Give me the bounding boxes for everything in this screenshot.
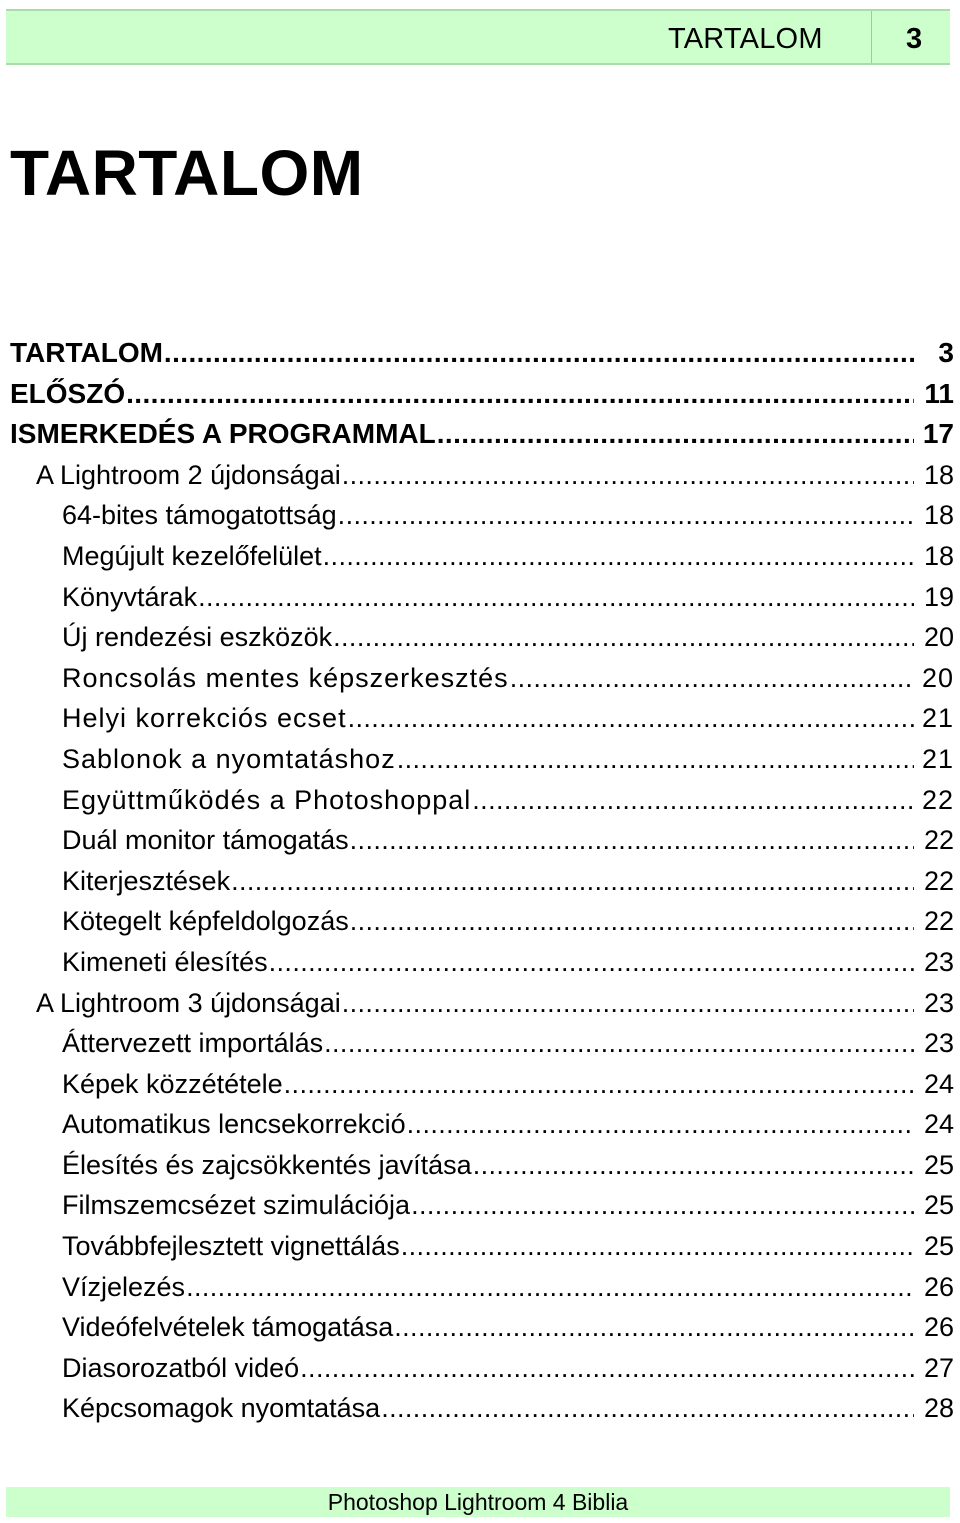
toc-entry-label: Diasorozatból videó	[62, 1352, 300, 1383]
toc-entry[interactable]	[0, 901, 960, 942]
toc-dot-leader	[300, 1348, 914, 1388]
toc-entry-page-number: 23	[923, 946, 954, 977]
toc-entry[interactable]	[0, 942, 960, 983]
toc-entry-page-number: 28	[923, 1393, 954, 1424]
toc-entry-label: Könyvtárak	[62, 581, 198, 612]
toc-entry-label: TARTALOM	[10, 337, 163, 368]
toc-dot-leader	[323, 536, 914, 576]
toc-entry[interactable]	[0, 1064, 960, 1105]
page-title: TARTALOM	[10, 137, 364, 209]
toc-entry[interactable]	[0, 1185, 960, 1226]
toc-dot-leader	[510, 658, 914, 698]
toc-entry-page-number: 25	[923, 1190, 954, 1221]
toc-entry-label: Új rendezési eszközök	[62, 622, 333, 653]
toc-entry[interactable]	[0, 536, 960, 577]
toc-dot-leader	[473, 1145, 914, 1185]
toc-entry[interactable]	[0, 698, 960, 739]
toc-entry[interactable]	[0, 495, 960, 536]
toc-dot-leader	[164, 333, 914, 373]
toc-dot-leader	[348, 698, 914, 738]
running-footer	[6, 1487, 950, 1517]
toc-entry[interactable]	[0, 861, 960, 902]
toc-dot-leader	[350, 820, 914, 860]
toc-entry-page-number: 24	[923, 1068, 954, 1099]
toc-entry[interactable]	[0, 414, 960, 455]
toc-dot-leader	[338, 495, 914, 535]
toc-entry-label: Együttműködés a Photoshoppal	[62, 784, 472, 815]
toc-entry[interactable]	[0, 374, 960, 415]
table-of-contents	[0, 333, 960, 1429]
toc-entry-page-number: 21	[921, 703, 954, 734]
toc-dot-leader	[472, 780, 914, 820]
toc-entry-page-number: 24	[923, 1109, 954, 1140]
toc-dot-leader	[126, 374, 914, 414]
toc-entry-page-number: 25	[923, 1231, 954, 1262]
running-header-divider	[871, 11, 872, 63]
toc-entry-label: Videófelvételek támogatása	[62, 1312, 394, 1343]
toc-entry[interactable]	[0, 1348, 960, 1389]
toc-entry[interactable]	[0, 983, 960, 1024]
toc-entry-page-number: 22	[923, 906, 954, 937]
toc-entry-label: Áttervezett importálás	[62, 1028, 324, 1059]
toc-dot-leader	[284, 1064, 914, 1104]
toc-entry-page-number: 18	[923, 500, 954, 531]
toc-entry[interactable]	[0, 1307, 960, 1348]
toc-entry-label: Automatikus lencsekorrekció	[62, 1109, 406, 1140]
toc-entry-page-number: 3	[938, 337, 954, 368]
toc-entry-page-number: 23	[923, 987, 954, 1018]
running-footer-text: Photoshop Lightroom 4 Biblia	[327, 1489, 629, 1515]
running-header	[6, 9, 950, 65]
toc-entry-page-number: 20	[923, 622, 954, 653]
toc-entry-label: Kötegelt képfeldolgozás	[62, 906, 349, 937]
toc-entry[interactable]	[0, 658, 960, 699]
toc-dot-leader	[401, 1226, 914, 1266]
toc-entry-page-number: 22	[923, 865, 954, 896]
toc-entry-label: Vízjelezés	[62, 1271, 186, 1302]
toc-entry[interactable]	[0, 1388, 960, 1429]
toc-entry-label: Továbbfejlesztett vignettálás	[62, 1231, 400, 1262]
toc-dot-leader	[231, 861, 914, 901]
toc-entry[interactable]	[0, 820, 960, 861]
toc-entry-label: 64-bites támogatottság	[62, 500, 337, 531]
toc-dot-leader	[394, 1307, 914, 1347]
toc-entry-page-number: 22	[921, 784, 954, 815]
toc-entry[interactable]	[0, 617, 960, 658]
toc-entry-page-number: 11	[924, 377, 954, 409]
toc-entry-page-number: 27	[923, 1352, 954, 1383]
toc-dot-leader	[342, 983, 914, 1023]
toc-entry-page-number: 17	[922, 418, 954, 450]
toc-entry-label: Sablonok a nyomtatáshoz	[62, 743, 396, 774]
toc-entry-label: Képek közzététele	[62, 1068, 283, 1099]
toc-entry-label: Megújult kezelőfelület	[62, 540, 322, 571]
toc-entry-page-number: 22	[923, 825, 954, 856]
toc-dot-leader	[411, 1185, 914, 1225]
toc-dot-leader	[350, 901, 914, 941]
toc-entry-page-number: 20	[921, 662, 954, 693]
toc-entry-label: Kimeneti élesítés	[62, 946, 268, 977]
toc-entry-label: A Lightroom 2 újdonságai	[36, 459, 341, 490]
running-header-title: TARTALOM	[668, 23, 823, 55]
toc-entry-label: Helyi korrekciós ecset	[62, 703, 347, 734]
toc-entry[interactable]	[0, 1145, 960, 1186]
toc-dot-leader	[381, 1388, 914, 1428]
toc-entry[interactable]	[0, 1023, 960, 1064]
toc-dot-leader	[437, 414, 914, 454]
toc-entry-label: Képcsomagok nyomtatása	[62, 1393, 381, 1424]
toc-entry[interactable]	[0, 1104, 960, 1145]
toc-entry-label: ELŐSZÓ	[10, 377, 126, 409]
toc-dot-leader	[186, 1267, 914, 1307]
toc-entry-label: Filmszemcsézet szimulációja	[62, 1190, 411, 1221]
toc-entry[interactable]	[0, 333, 960, 374]
toc-dot-leader	[397, 739, 914, 779]
toc-entry-page-number: 26	[923, 1271, 954, 1302]
toc-entry[interactable]	[0, 1267, 960, 1308]
toc-entry-page-number: 25	[923, 1149, 954, 1180]
toc-entry-page-number: 23	[923, 1028, 954, 1059]
toc-entry-page-number: 26	[923, 1312, 954, 1343]
toc-dot-leader	[269, 942, 914, 982]
toc-dot-leader	[198, 577, 914, 617]
toc-entry-label: ISMERKEDÉS A PROGRAMMAL	[10, 418, 436, 450]
toc-entry-label: Kiterjesztések	[62, 865, 231, 896]
toc-entry-label: Duál monitor támogatás	[62, 825, 349, 856]
toc-entry[interactable]	[0, 739, 960, 780]
toc-entry[interactable]	[0, 455, 960, 496]
toc-entry-label: A Lightroom 3 újdonságai	[36, 987, 341, 1018]
toc-dot-leader	[333, 617, 914, 657]
toc-dot-leader	[324, 1023, 914, 1063]
toc-entry[interactable]	[0, 1226, 960, 1267]
toc-entry-page-number: 18	[923, 540, 954, 571]
toc-entry[interactable]	[0, 577, 960, 618]
toc-entry-page-number: 19	[923, 581, 954, 612]
toc-dot-leader	[342, 455, 914, 495]
toc-entry[interactable]	[0, 780, 960, 821]
toc-entry-page-number: 18	[923, 459, 954, 490]
toc-dot-leader	[407, 1104, 914, 1144]
toc-entry-label: Roncsolás mentes képszerkesztés	[62, 662, 509, 693]
running-header-page-number: 3	[906, 23, 923, 55]
toc-entry-page-number: 21	[921, 743, 954, 774]
toc-entry-label: Élesítés és zajcsökkentés javítása	[62, 1149, 472, 1180]
